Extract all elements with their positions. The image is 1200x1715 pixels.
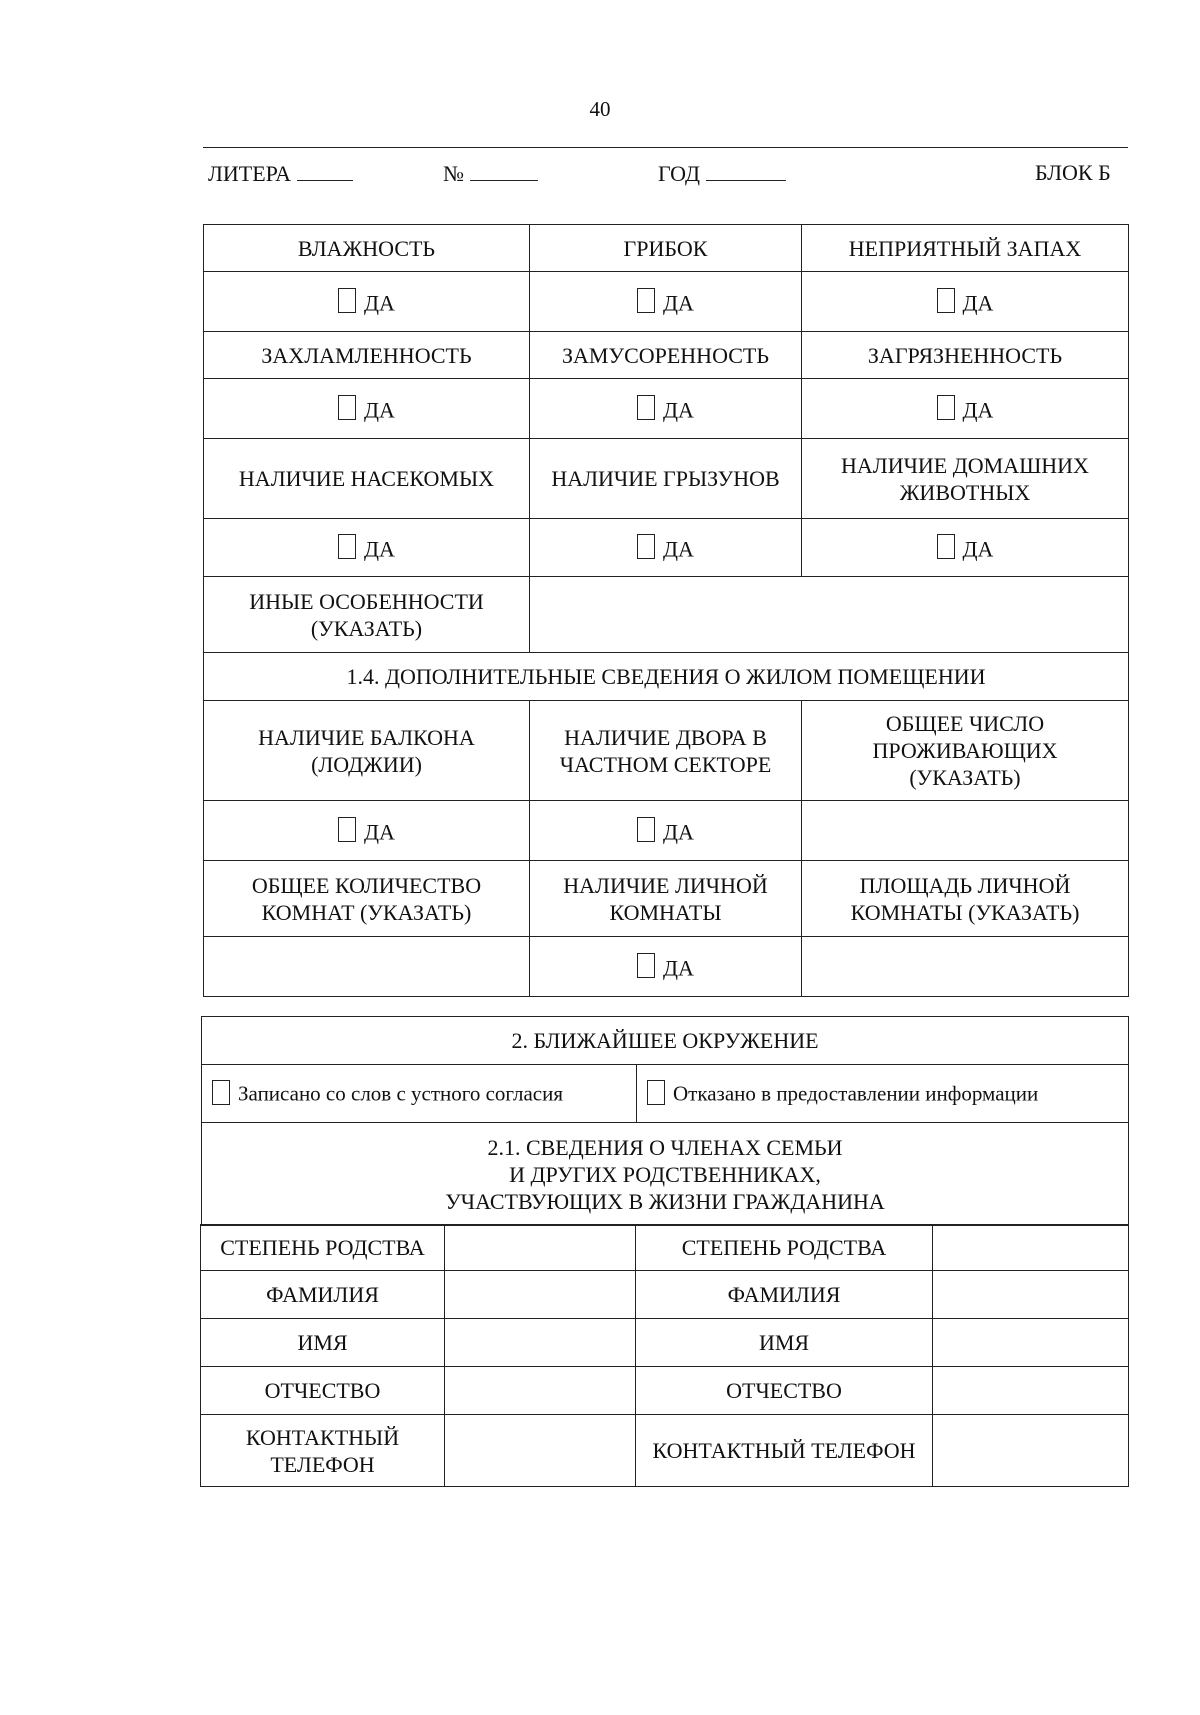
yes-label: ДА: [962, 536, 994, 562]
number-blank[interactable]: [470, 160, 538, 181]
litter-yes: [530, 379, 802, 439]
surname-field-right[interactable]: [933, 1271, 1129, 1319]
patronymic-field-right[interactable]: [933, 1367, 1129, 1415]
section-2-title: 2. БЛИЖАЙШЕЕ ОКРУЖЕНИЕ: [202, 1017, 1129, 1065]
number-label: №: [443, 161, 464, 186]
yes-label: ДА: [364, 819, 395, 845]
phone-label-right: КОНТАКТНЫЙ ТЕЛЕФОН: [636, 1415, 933, 1487]
litera-blank[interactable]: [297, 160, 353, 181]
year-field[interactable]: [658, 160, 786, 187]
checkbox[interactable]: [937, 395, 955, 420]
bad-smell-label: НЕПРИЯТНЫЙ ЗАПАХ: [802, 225, 1129, 272]
section-2-1-title-line: УЧАСТВУЮЩИХ В ЖИЗНИ ГРАЖДАНИНА: [445, 1188, 885, 1214]
checkbox[interactable]: [637, 395, 655, 420]
name-label: ИМЯ: [201, 1319, 445, 1367]
patronymic-field[interactable]: [445, 1367, 636, 1415]
header-rule: [203, 147, 1128, 148]
year-label: ГОД: [658, 161, 700, 186]
checkbox[interactable]: [937, 534, 955, 559]
yard-yes: [530, 801, 802, 861]
clutter-yes: [204, 379, 530, 439]
checkbox[interactable]: [637, 534, 655, 559]
relation-label-right: СТЕПЕНЬ РОДСТВА: [636, 1225, 933, 1271]
residents-field[interactable]: [802, 801, 1129, 861]
patronymic-label-right: ОТЧЕСТВО: [636, 1367, 933, 1415]
page-number: 40: [589, 97, 611, 121]
balcony-label: НАЛИЧИЕ БАЛКОНА (ЛОДЖИИ): [204, 701, 530, 801]
own-room-label: НАЛИЧИЕ ЛИЧНОЙ КОМНАТЫ: [530, 861, 802, 937]
section-2-1-title: [202, 1123, 1129, 1226]
bad-smell-yes: [802, 272, 1129, 332]
checkbox[interactable]: [338, 817, 356, 842]
rodents-yes: [530, 519, 802, 577]
humidity-label: ВЛАЖНОСТЬ: [204, 225, 530, 272]
litera-label: ЛИТЕРА: [208, 161, 291, 186]
own-room-area-field[interactable]: [802, 937, 1129, 997]
patronymic-label: ОТЧЕСТВО: [201, 1367, 445, 1415]
yard-label: НАЛИЧИЕ ДВОРА В ЧАСТНОМ СЕКТОРЕ: [530, 701, 802, 801]
refused-label: Отказано в предоставлении информации: [673, 1081, 1039, 1106]
other-features-label: ИНЫЕ ОСОБЕННОСТИ (УКАЗАТЬ): [204, 577, 530, 653]
clutter-label: ЗАХЛАМЛЕННОСТЬ: [204, 332, 530, 379]
checkbox[interactable]: [647, 1080, 665, 1105]
dirt-label: ЗАГРЯЗНЕННОСТЬ: [802, 332, 1129, 379]
year-blank[interactable]: [706, 160, 786, 181]
residents-label: ОБЩЕЕ ЧИСЛО ПРОЖИВАЮЩИХ (УКАЗАТЬ): [802, 701, 1129, 801]
phone-label: КОНТАКТНЫЙ ТЕЛЕФОН: [201, 1415, 445, 1487]
rodents-label: НАЛИЧИЕ ГРЫЗУНОВ: [530, 439, 802, 519]
fungus-label: ГРИБОК: [530, 225, 802, 272]
number-field[interactable]: [443, 160, 538, 187]
phone-field-right[interactable]: [933, 1415, 1129, 1487]
checkbox[interactable]: [212, 1080, 230, 1105]
balcony-yes: [204, 801, 530, 861]
yes-label: ДА: [663, 955, 694, 981]
yes-label: ДА: [364, 536, 395, 562]
checkbox[interactable]: [637, 288, 655, 313]
yes-label: ДА: [663, 397, 694, 423]
oral-consent-label: Записано со слов с устного согласия: [238, 1081, 563, 1106]
yes-label: ДА: [663, 290, 694, 316]
surname-label: ФАМИЛИЯ: [201, 1271, 445, 1319]
housing-table: [203, 224, 1129, 997]
name-label-right: ИМЯ: [636, 1319, 933, 1367]
block-label: БЛОК Б: [1035, 160, 1111, 185]
rooms-total-field[interactable]: [204, 937, 530, 997]
checkbox[interactable]: [338, 288, 356, 313]
phone-field[interactable]: [445, 1415, 636, 1487]
own-room-area-label: ПЛОЩАДЬ ЛИЧНОЙ КОМНАТЫ (УКАЗАТЬ): [802, 861, 1129, 937]
yes-label: ДА: [663, 536, 694, 562]
rooms-total-label: ОБЩЕЕ КОЛИЧЕСТВО КОМНАТ (УКАЗАТЬ): [204, 861, 530, 937]
checkbox[interactable]: [937, 288, 955, 313]
checkbox[interactable]: [637, 817, 655, 842]
relatives-table: [200, 1224, 1129, 1487]
surname-label-right: ФАМИЛИЯ: [636, 1271, 933, 1319]
oral-consent-option: [202, 1065, 637, 1123]
checkbox[interactable]: [637, 953, 655, 978]
section-2-1-title-line: 2.1. СВЕДЕНИЯ О ЧЛЕНАХ СЕМЬИ: [487, 1134, 843, 1160]
checkbox[interactable]: [338, 395, 356, 420]
other-features-field[interactable]: [530, 577, 1129, 653]
refused-option: [637, 1065, 1129, 1123]
pets-label: НАЛИЧИЕ ДОМАШНИХ ЖИВОТНЫХ: [802, 439, 1129, 519]
yes-label: ДА: [364, 290, 395, 316]
yes-label: ДА: [962, 290, 994, 316]
yes-label: ДА: [962, 397, 994, 423]
name-field-right[interactable]: [933, 1319, 1129, 1367]
surname-field[interactable]: [445, 1271, 636, 1319]
litter-label: ЗАМУСОРЕННОСТЬ: [530, 332, 802, 379]
relation-label: СТЕПЕНЬ РОДСТВА: [201, 1225, 445, 1271]
pets-yes: [802, 519, 1129, 577]
insects-label: НАЛИЧИЕ НАСЕКОМЫХ: [204, 439, 530, 519]
environment-table: [201, 1016, 1129, 1226]
humidity-yes: [204, 272, 530, 332]
litera-field[interactable]: [208, 160, 353, 187]
own-room-yes: [530, 937, 802, 997]
relation-field[interactable]: [445, 1225, 636, 1271]
yes-label: ДА: [364, 397, 395, 423]
fungus-yes: [530, 272, 802, 332]
insects-yes: [204, 519, 530, 577]
dirt-yes: [802, 379, 1129, 439]
name-field[interactable]: [445, 1319, 636, 1367]
yes-label: ДА: [663, 819, 694, 845]
checkbox[interactable]: [338, 534, 356, 559]
relation-field-right[interactable]: [933, 1225, 1129, 1271]
section-2-1-title-line: И ДРУГИХ РОДСТВЕННИКАХ,: [509, 1161, 821, 1187]
section-1-4-title: 1.4. ДОПОЛНИТЕЛЬНЫЕ СВЕДЕНИЯ О ЖИЛОМ ПОМЕЩЕНИИ: [204, 653, 1129, 701]
